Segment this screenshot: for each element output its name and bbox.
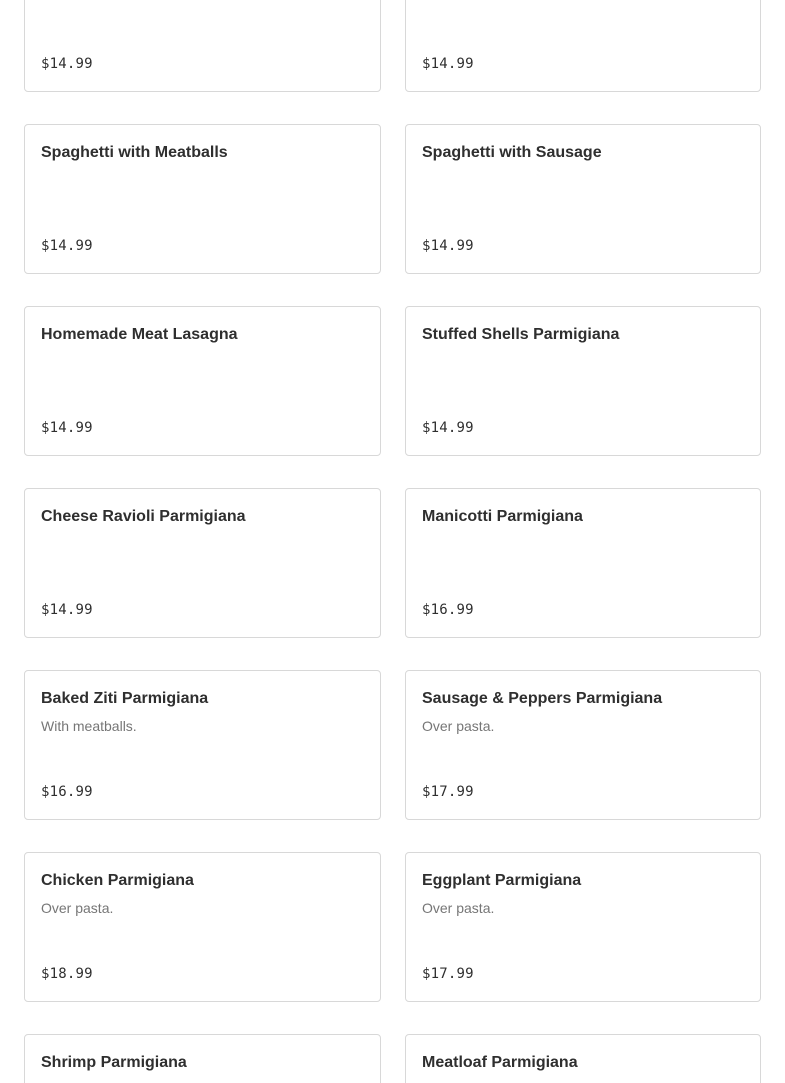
menu-item-card[interactable] [24,670,381,820]
menu-item-name: Baked Ziti Parmigiana [41,690,209,707]
menu-item-card[interactable] [405,670,761,820]
menu-item-card[interactable] [24,488,381,638]
menu-item-price: $17.99 [422,966,474,982]
menu-item-card[interactable] [24,0,381,92]
menu-item-price: $14.99 [422,56,474,72]
menu-item-description: Over pasta. [422,718,495,734]
menu-item-description: With meatballs. [41,718,137,734]
menu-item-name: Chicken Parmigiana [41,872,194,889]
menu-item-price: $14.99 [422,238,474,254]
menu-item-name: Homemade Meat Lasagna [41,326,238,343]
menu-item-name: Shrimp Parmigiana [41,1054,187,1071]
menu-item-description: Over pasta. [422,900,495,916]
menu-item-name: Meatloaf Parmigiana [422,1054,578,1071]
menu-item-price: $14.99 [41,602,93,618]
menu-item-card[interactable] [405,852,761,1002]
menu-item-grid [24,0,761,1083]
menu-item-name: Manicotti Parmigiana [422,508,583,525]
menu-item-card[interactable] [24,306,381,456]
menu-item-name: Cheese Ravioli Parmigiana [41,508,246,525]
menu-item-name: Sausage & Peppers Parmigiana [422,690,663,707]
menu-item-price: $14.99 [41,420,93,436]
menu-item-card[interactable] [405,1034,761,1083]
menu-item-price: $14.99 [41,238,93,254]
menu-item-price: $16.99 [422,602,474,618]
menu-item-card[interactable] [405,488,761,638]
menu-item-name: Eggplant Parmigiana [422,872,582,889]
menu-item-name: Spaghetti with Meatballs [41,144,228,161]
menu-item-card[interactable] [24,1034,381,1083]
menu-item-description: Over pasta. [41,900,114,916]
menu-item-price: $16.99 [41,784,93,800]
menu-item-card[interactable] [24,124,381,274]
menu-item-card[interactable] [24,852,381,1002]
menu-item-card[interactable] [405,0,761,92]
menu-item-price: $14.99 [422,420,474,436]
menu-item-name: Stuffed Shells Parmigiana [422,326,620,343]
menu-item-price: $17.99 [422,784,474,800]
menu-item-name: Spaghetti with Sausage [422,144,602,161]
menu-item-price: $14.99 [41,56,93,72]
menu-item-card[interactable] [405,124,761,274]
menu-item-price: $18.99 [41,966,93,982]
menu-item-card[interactable] [405,306,761,456]
